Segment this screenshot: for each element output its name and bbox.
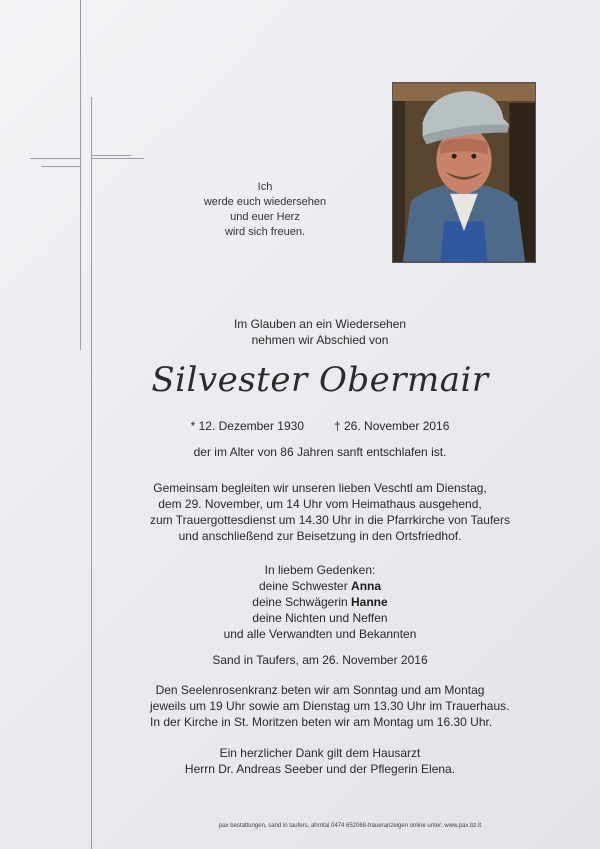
intro-line: Im Glauben an ein Wiedersehen: [233, 317, 407, 331]
birth-date: * 12. Dezember 1930: [190, 419, 304, 433]
death-date: † 26. November 2016: [334, 419, 450, 433]
mourner-sister-in-law: [150, 594, 490, 610]
relation-label: deine Schwägerin: [252, 595, 352, 609]
relative-name: Hanne: [351, 595, 388, 609]
deceased-name: Silvester Obermair: [151, 360, 489, 400]
place-date: Sand in Taufers, am 26. November 2016: [212, 653, 428, 667]
funeral-line: Gemeinsam begleiten wir unseren lieben Veschtl am Dienstag,: [153, 481, 487, 495]
funeral-details: [150, 480, 510, 544]
thanks-note: [150, 745, 490, 777]
funeral-line: zum Trauergottesdienst um 14.30 Uhr in die Pfarrkirche von Taufers: [150, 513, 510, 527]
verse-line: Ich: [257, 181, 273, 193]
intro-line: nehmen wir Abschied von: [251, 333, 389, 347]
mourner-sister: [150, 578, 490, 594]
rosary-line: In der Kirche in St. Moritzen beten wir am Montag um 16.30 Uhr.: [150, 715, 493, 729]
verse-line: wird sich freuen.: [224, 226, 306, 238]
rosary-details: [150, 682, 510, 730]
relative-name: Anna: [351, 579, 382, 593]
cross-ornament: [0, 0, 160, 849]
verse-line: und euer Herz: [230, 211, 300, 223]
age-line: der im Alter von 86 Jahren sanft entschlafen ist.: [193, 445, 447, 459]
funeral-line: und anschließend zur Beisetzung in den Ortsfriedhof.: [178, 529, 462, 543]
rosary-line: jeweils um 19 Uhr sowie am Dienstag um 13.30 Uhr im Trauerhaus.: [150, 699, 510, 713]
mourner-line: und alle Verwandten und Bekannten: [223, 627, 417, 641]
funeral-line: dem 29. November, um 14 Uhr vom Heimathaus ausgehend,: [158, 497, 482, 511]
portrait-photo: [392, 82, 536, 263]
intro-text: [150, 316, 490, 348]
life-dates: [150, 418, 490, 434]
verse: [180, 180, 350, 240]
mourners-list: [150, 562, 490, 642]
memory-heading: In liebem Gedenken:: [264, 563, 376, 577]
footer-imprint: pax bestattungen, sand in taufers, ahrntal 0474 652068-traueranzeigen online unter: www.pax.bz.it: [218, 823, 482, 829]
rosary-line: Den Seelenrosenkranz beten wir am Sonntag und am Montag: [155, 683, 485, 697]
relation-label: deine Schwester: [258, 579, 352, 593]
mourner-line: deine Nichten und Neffen: [252, 611, 388, 625]
verse-line: werde euch wiedersehen: [203, 196, 327, 208]
thanks-line: Ein herzlicher Dank gilt dem Hausarzt: [219, 746, 421, 760]
thanks-line: Herrn Dr. Andreas Seeber und der Pflegerin Elena.: [184, 762, 456, 776]
